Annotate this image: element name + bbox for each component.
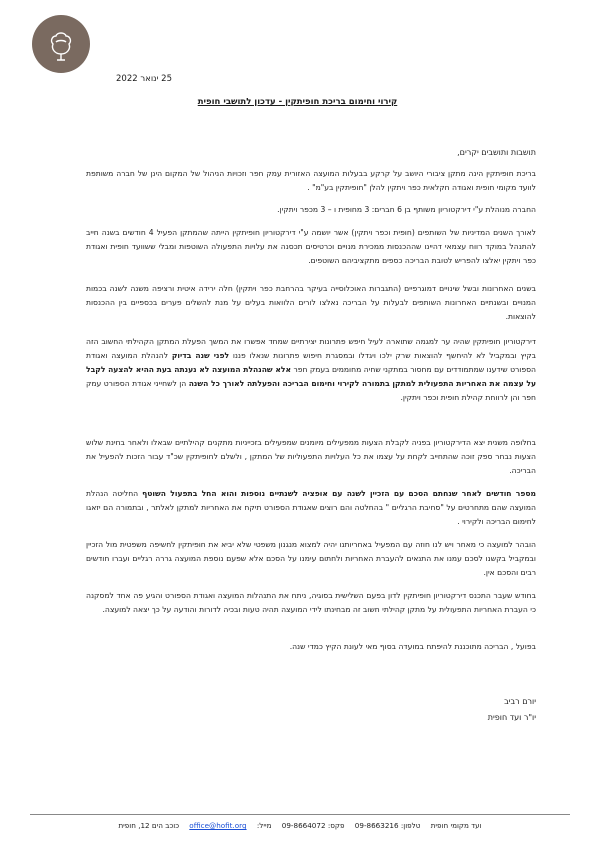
footer-email-link[interactable]: office@hofit.org	[189, 821, 247, 830]
footer-fax: פקס: 09-8664072	[281, 821, 345, 830]
letter-date: 25 ינואר 2022	[116, 74, 172, 84]
paragraph-5-bold-d: אלא שהנהלת המועצה לא נענתה בעת ההיא להצעה לקבל על עצמה את האחריות התפעולית למתקן בתמורה לקירוי וחימום הבריכה והפעלתה לאורך כל השנה	[86, 365, 537, 388]
paragraph-5-bold-b: לפני שנה בדיוק	[171, 351, 230, 360]
paragraph-8: הובהר למועצה כי מאחר ויש לנו חוזה עם המפעיל באחריותנו יהיה למצוא מנגנון משפטי שלא יביא את חופיתקין לחשיפה משפטית מול הזכיין ובמקביל בקשנו לסכם עמנו את התנאים להעברת האחריות ולחתום עימנו על הסכם אלא שפעם נוספת המועצה גררה רגליים ועברו חודשים רבים והסכם אין.	[86, 540, 536, 577]
signature-name: יורם רביב	[504, 697, 536, 706]
signature-title: יו"ר ועד חופית	[487, 713, 536, 722]
paragraph-5-part-c: להנהלת המועצה ואגודת הספורט שידענו שמתמודדים עם מחסור במתקני שחיה מחוממים בעמק חפר	[86, 351, 536, 374]
letter-subject: קירוי וחימום בריכת חופיתקין - עדכון לתושבי חופית	[197, 97, 398, 107]
paragraph-5	[86, 335, 536, 405]
flower-emblem-icon	[41, 24, 81, 64]
paragraph-7-rest: החליטה הנהלת המועצה שהם מתחרטים על "סחיבת הרגליים " בהחלטה והם רוצים שאגודת הספורט תיקח את האחריות למתקן לאלתר , ובתמורה הם יזאגו לחימום הבריכה ולקירוי .	[86, 489, 536, 526]
paragraph-10: בפועל , הבריכה מתוכננת להיפתח במועדה בסוף מאי לעונת הקיץ כמדי שנה.	[289, 642, 536, 651]
footer-phone: טלפון: 09-8663216	[354, 821, 421, 830]
paragraph-7-bold: מספר חודשים לאחר שנחתם הסכם עם הזכיין לשנה עם אופציה לשנתיים נוספות והוא החל בתפעול השוטף	[142, 489, 536, 498]
logo	[32, 15, 90, 73]
paragraph-4: בשנים האחרונות ובשל שינויים דמוגרפיים (התגברות האוכלוסייה בעיקר בהרחבת כפר ויתקין) חלה ירידה איטית ורציפה משנה לשנה בכמות המנויים ובשנתיים האחרונות השותפים לבעלות על הבריכה נאלצו לורים הלוואות בעלים על מנת להשלים פערים בכספיים בין ההכנסות להוצאות.	[86, 284, 536, 321]
paragraph-3: לאורך השנים המדיניות של השותפים (חופית וכפר ויתקין) אשר יושמה ע"י דירקטוריון חופיתקין הייתה שהמתקן הפעיל 4 חודשים בשנה חייב להתנהל במוקד רווח עצמאי דהיינו שההכנסות ממכירת מנויים וכרטיסים תכסנה את עלויות התפעולה השוטפות ומבלי ששוועד חופית ואגודת כפר ויתקין יאלצו להפריש לטובת הבריכה כספים מתקציביהם השוטפים.	[86, 228, 537, 265]
paragraph-6: בחלופה משנית יצא הדירקטוריון בפניה לקבלת הצעות ממפעילים מיומנים שמפעילים בזכייניות מתקנים קהילתיים שבאלו ולאחר בחינת שלוש הצעות נבחר ספק זוכה שהתחייב לקחת על עצמו את כל העלויות התפעוליות של המתקן , ולשלם לחופיתקין שכ"ד עבור הזכות להפעיל את הבריכה.	[86, 438, 536, 475]
greeting: תושבות ותושבים יקרים,	[457, 148, 536, 157]
paragraph-7	[86, 487, 536, 529]
paragraph-5-part-e: הן לשחייני אגודת הספורט עמק חפר והן לרווחת קהילת חופית וכפר ויתקין.	[86, 379, 536, 402]
footer	[30, 814, 570, 830]
footer-email-label: מייל:	[256, 821, 272, 830]
paragraph-5-part-a: דירקטוריון חופיתקין שהיה ער למגמה שתוארה לעיל חיפש פתרונות יצירתיים שמחד אפשרו את המשך הפעלת המתקן הקהילתי החשוב הזה בקיץ ובמקביל לא להיחשף להוצאות שרק ילכו ויגדלו ובמסגרת חיפוש פתרונות שנאלו פננו	[86, 337, 537, 360]
footer-address: כוכב הים 12, חופית	[118, 821, 179, 830]
paragraph-1: בריכת חופיתקין הינה מתקן ציבורי היושב על קרקע בבעלות המועצה האזורית עמק חפר וזכויות הניהול של המקום הינן של חברה משותפת לוועד מקומי חופית ואגודה חקלאית כפר ויתקין להלן "חופיתקין בע"מ" .	[86, 169, 536, 192]
footer-org: ועד מקומי חופית	[430, 821, 482, 830]
paragraph-2: החברה מנוהלת ע"י דירקטוריון משותף בן 6 חברים: 3 מחופית ו – 3 מכפר ויתקין.	[277, 205, 536, 214]
paragraph-9: בחודש שעבר התכנס דירקטוריון חופיתקין לדון בפעם השלישית בסוגיה, ניתח את התנהלות המועצה ואגודת הספורט והגיע פה אחד למסקנה כי העברת האחריות התפעולית על מתקן קהילתי חשוב זה מבחינתו לידי המועצה תהיה טעות ובכיה לדורות והודעה על כך יצאה למועצה.	[86, 591, 536, 614]
